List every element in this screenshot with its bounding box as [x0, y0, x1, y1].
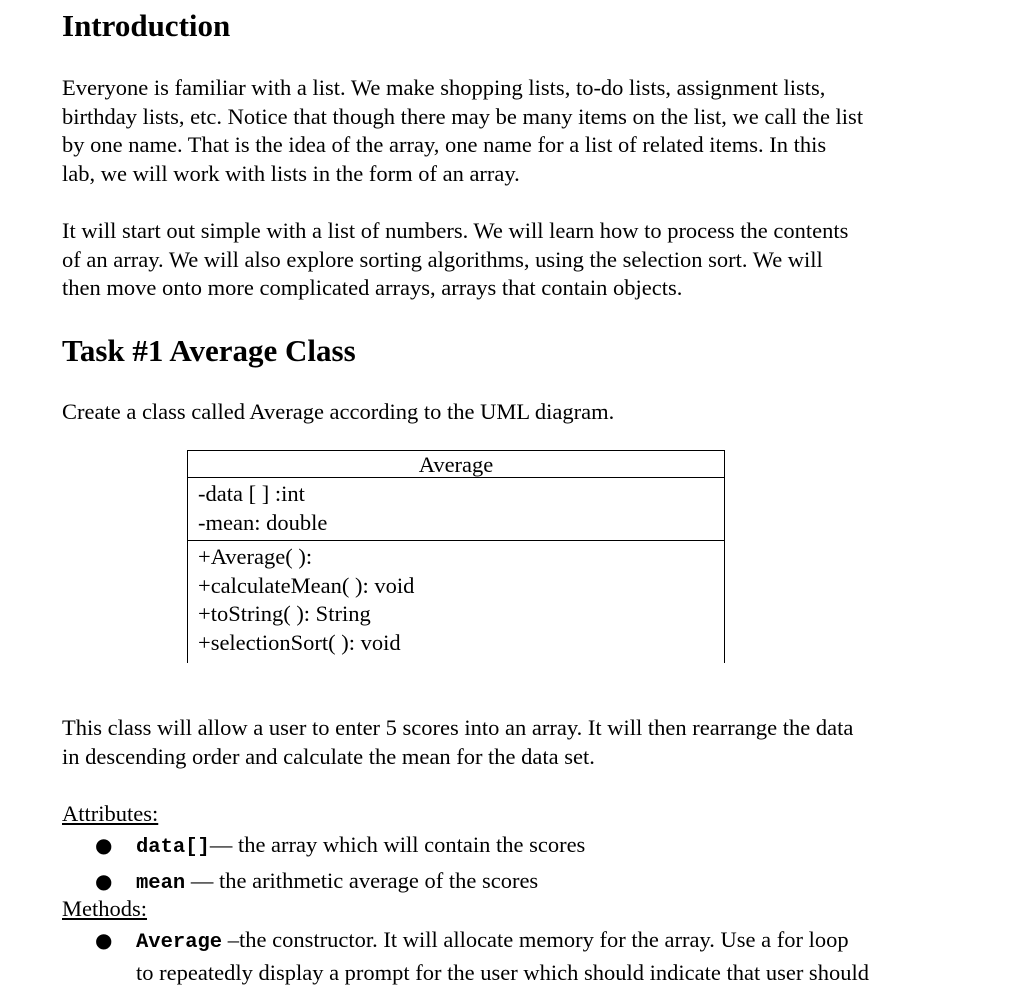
text-line: This class will allow a user to enter 5 scores into an array. It will then rearrange the data — [62, 715, 854, 740]
bullet-icon: ● — [95, 833, 113, 857]
attributes-label: Attributes: — [62, 801, 159, 826]
attributes-list — [62, 830, 972, 902]
methods-label: Methods: — [62, 896, 148, 921]
attribute-code: data[] — [136, 836, 210, 859]
uml-attribute: -data [ ] :int — [198, 481, 305, 506]
intro-paragraph-2 — [62, 217, 967, 303]
list-item — [62, 925, 972, 988]
bullet-icon: ● — [95, 928, 113, 952]
uml-method: +toString( ): String — [198, 601, 371, 626]
uml-class-name: Average — [187, 450, 725, 478]
methods-list — [62, 925, 972, 991]
uml-attribute: -mean: double — [198, 509, 328, 535]
uml-class-diagram — [187, 450, 725, 663]
uml-method: +selectionSort( ): void — [198, 629, 401, 655]
text-line: of an array. We will also explore sorting algorithms, using the selection sort. We will — [62, 246, 823, 272]
task-1-heading: Task #1 Average Class — [62, 333, 356, 368]
attribute-description: — the arithmetic average of the scores — [185, 868, 539, 893]
attribute-code: mean — [136, 872, 186, 895]
class-description — [62, 714, 967, 771]
text-line: then move onto more complicated arrays, arrays that contain objects. — [62, 275, 683, 300]
method-description-continuation: to repeatedly display a prompt for the user which should indicate that user should — [136, 960, 869, 985]
text-line: lab, we will work with lists in the form of an array. — [62, 160, 520, 186]
method-code: Average — [136, 931, 223, 954]
uml-method: +calculateMean( ): void — [198, 572, 415, 598]
introduction-heading: Introduction — [62, 8, 231, 43]
uml-method: +Average( ): — [198, 544, 313, 569]
list-item — [62, 866, 972, 899]
text-line: birthday lists, etc. Notice that though there may be many items on the list, we call the list — [62, 103, 864, 129]
intro-paragraph-1 — [62, 74, 967, 188]
text-line: Everyone is familiar with a list. We make shopping lists, to-do lists, assignment lists, — [62, 75, 826, 100]
bullet-icon: ● — [95, 869, 113, 893]
text-line: It will start out simple with a list of numbers. We will learn how to process the contents — [62, 218, 849, 243]
text-line: in descending order and calculate the mean for the data set. — [62, 743, 595, 769]
uml-attributes-section — [187, 478, 725, 541]
uml-intro-text: Create a class called Average according to the UML diagram. — [62, 399, 615, 424]
attribute-description: — the array which will contain the scores — [209, 832, 586, 857]
text-line: by one name. That is the idea of the array, one name for a list of related items. In this — [62, 132, 827, 157]
uml-methods-section — [187, 541, 725, 663]
list-item — [62, 830, 972, 863]
method-description: –the constructor. It will allocate memory for the array. Use a for loop — [222, 927, 849, 952]
